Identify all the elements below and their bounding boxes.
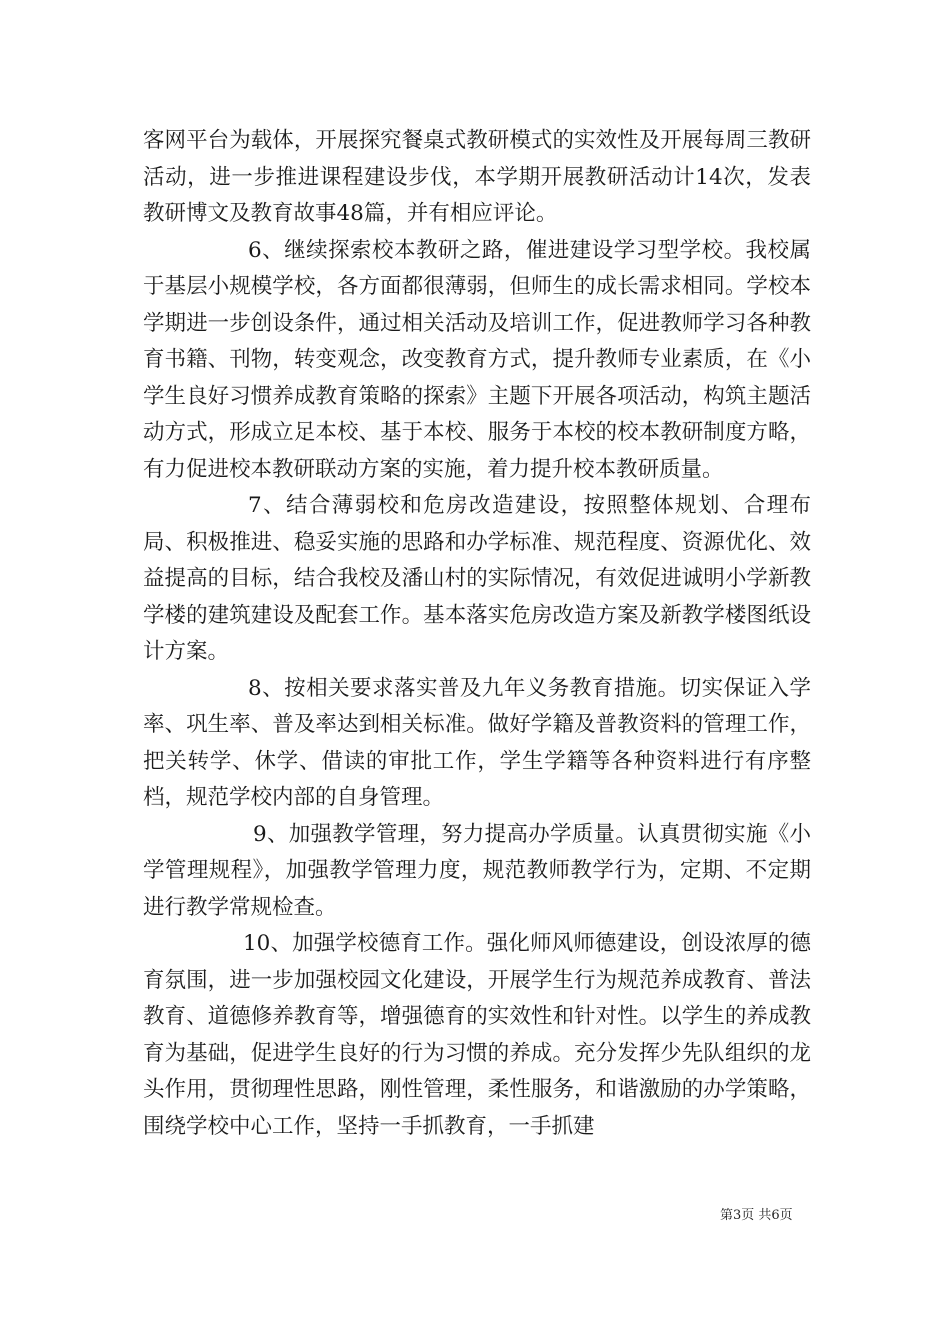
page-footer: 第3页 共6页 <box>720 1208 793 1223</box>
paragraph-item-6: 6、继续探索校本教研之路，催进建设学习型学校。我校属于基层小规模学校，各方面都很薄弱，但师生的成长需求相同。学校本学期进一步创设条件，通过相关活动及培训工作，促进教师学习各种教育书籍、刊物，转变观念，改变教育方式，提升教师专业素质，在《小学生良好习惯养成教育策略的探索》主题下开展各项活动，构筑主题活动方式，形成立足本校、基于本校、服务于本校的校本教研制度方略，有力促进校本教研联动方案的实施，着力提升校本教研质量。 <box>143 237 811 482</box>
paragraph-item-7: 7、结合薄弱校和危房改造建设，按照整体规划、合理布局、积极推进、稳妥实施的思路和办学标准、规范程度、资源优化、效益提高的目标，结合我校及潘山村的实际情况，有效促进诚明小学新教学楼的建筑建设及配套工作。基本落实危房改造方案及新教学楼图纸设计方案。 <box>143 493 811 664</box>
paragraph-item-10: 10、加强学校德育工作。强化师风师德建设，创设浓厚的德育氛围，进一步加强校园文化建设，开展学生行为规范养成教育、普法教育、道德修养教育等，增强德育的实效性和针对性。以学生的养成教育为基础，促进学生良好的行为习惯的养成。充分发挥少先队组织的龙头作用，贯彻理性思路，刚性管理，柔性服务，和谐激励的办学策略，围绕学校中心工作，坚持一手抓教育，一手抓建 <box>143 931 811 1139</box>
document-body <box>143 123 811 1145</box>
paragraph-item-8: 8、按相关要求落实普及九年义务教育措施。切实保证入学率、巩生率、普及率达到相关标准。做好学籍及普教资料的管理工作，把关转学、休学、借读的审批工作，学生学籍等各种资料进行有序整档，规范学校内部的自身管理。 <box>143 675 811 810</box>
paragraph-continuation: 客网平台为载体，开展探究餐桌式教研模式的实效性及开展每周三教研活动，进一步推进课程建设步伐，本学期开展教研活动计14次，发表教研博文及教育故事48篇，并有相应评论。 <box>143 128 811 226</box>
paragraph-item-9: 9、加强教学管理，努力提高办学质量。认真贯彻实施《小学管理规程》，加强教学管理力度，规范教师教学行为，定期、不定期进行教学常规检查。 <box>143 821 811 920</box>
